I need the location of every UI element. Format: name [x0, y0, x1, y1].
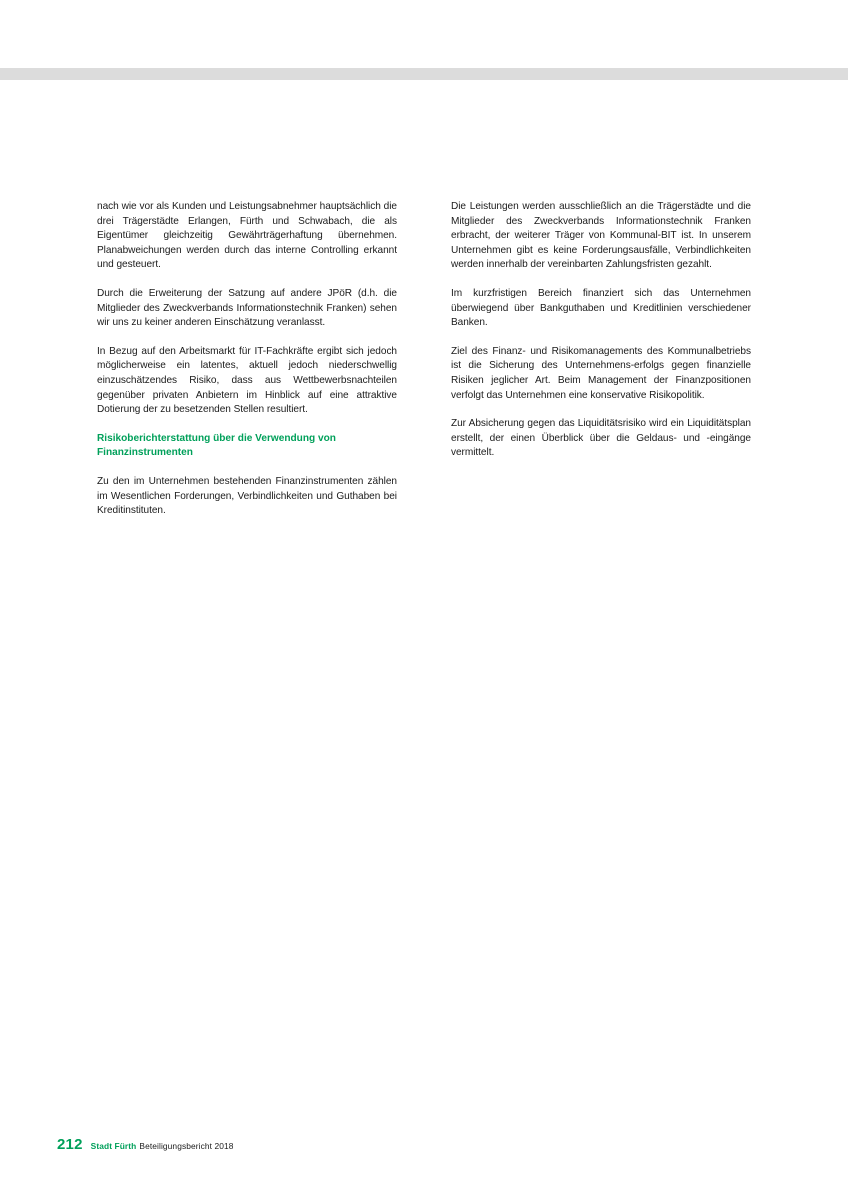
footer-organization: Stadt Fürth	[90, 1141, 137, 1151]
content-columns	[97, 200, 751, 519]
header-band-fill	[0, 68, 848, 80]
paragraph: Die Leistungen werden ausschließlich an die Trägerstädte und die Mitglieder des Zweckverbands Informationstechnik Franken erbracht, der weiterer Träger von Kommunal-BIT ist. In unserem Unternehmen gibt es keine Forderungsausfälle, Verbindlichkeiten werden innerhalb der vereinbarten Zahlungsfristen gezahlt.	[451, 201, 751, 271]
paragraph: In Bezug auf den Arbeitsmarkt für IT-Fachkräfte ergibt sich jedoch möglicherweise ein latentes, aktuell jedoch niederschwellig einzuschätzendes Risiko, dass aus Wettbewerbsnachteilen gegenüber privaten Anbietern im Hinblick auf eine attraktive Dotierung der zu besetzenden Stellen resultiert.	[97, 345, 397, 416]
header-band	[0, 68, 848, 80]
section-subheading: Risikoberichterstattung über die Verwendung von Finanzinstrumenten	[97, 432, 336, 459]
paragraph: Zu den im Unternehmen bestehenden Finanzinstrumenten zählen im Wesentlichen Forderungen, Verbindlichkeiten und Guthaben bei Kreditinstituten.	[97, 475, 397, 517]
footer-document-title: Beteiligungsbericht 2018	[139, 1141, 234, 1151]
paragraph: Durch die Erweiterung der Satzung auf andere JPöR (d.h. die Mitglieder des Zweckverbands Informationstechnik Franken) sehen wir uns zu keiner anderen Einschätzung veranlasst.	[97, 287, 397, 329]
left-column	[97, 200, 397, 519]
page-footer	[57, 1136, 234, 1153]
right-column	[451, 200, 751, 519]
paragraph: Im kurzfristigen Bereich finanziert sich das Unternehmen überwiegend über Bankguthaben und Kreditlinien verschiedener Banken.	[451, 287, 751, 329]
paragraph: Zur Absicherung gegen das Liquiditätsrisiko wird ein Liquiditätsplan erstellt, der einen Überblick über die Geldaus- und -eingänge vermittelt.	[451, 418, 751, 459]
paragraph: Ziel des Finanz- und Risikomanagements des Kommunalbetriebs ist die Sicherung des Unternehmens-erfolgs gegen finanzielle Risiken jeglicher Art. Beim Management der Finanzpositionen verfolgt das Unternehmen eine konservative Risikopolitik.	[451, 345, 751, 401]
page-number: 212	[57, 1136, 83, 1153]
paragraph: nach wie vor als Kunden und Leistungsabnehmer hauptsächlich die drei Trägerstädte Erlangen, Fürth und Schwabach, die als Eigentümer gleichzeitig Gewährträgerhaftung übernehmen. Planabweichungen werden durch das interne Controlling erkannt und gesteuert.	[97, 201, 397, 271]
